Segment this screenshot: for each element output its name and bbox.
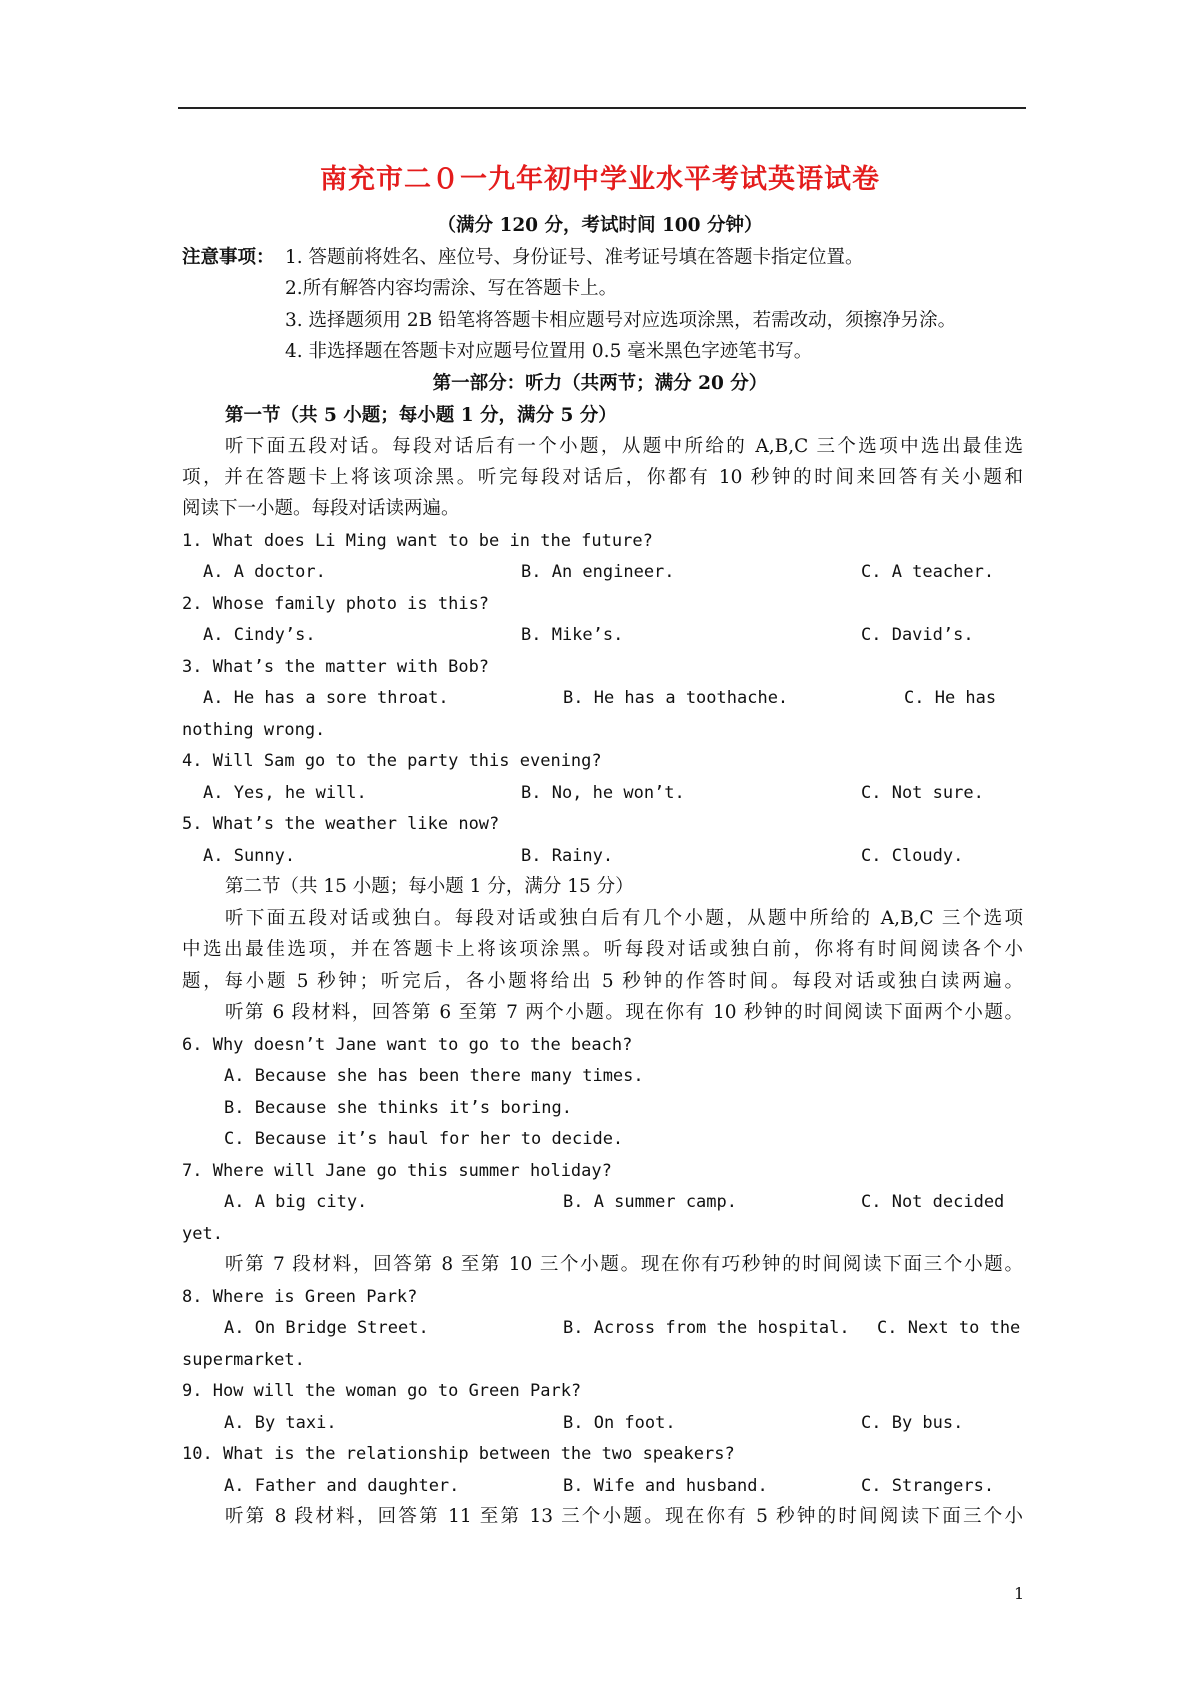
- section2-instructions: 听下面五段对话或独白。每段对话或独白后有几个小题，从题中所给的 A,B,C 三个选项: [225, 908, 1023, 929]
- page-number: 1: [1014, 1584, 1025, 1603]
- option-c: C. Not sure.: [861, 783, 984, 803]
- question-stem: 1. What does Li Ming want to be in the future?: [182, 531, 653, 551]
- option-b: B. Wife and husband.: [563, 1476, 768, 1496]
- option-a: A. Father and daughter.: [224, 1476, 460, 1496]
- note-item: 3. 选择题须用 2B 铅笔将答题卡相应题号对应选项涂黑，若需改动，须擦净另涂。: [285, 310, 957, 331]
- part1-heading: 第一部分：听力（共两节；满分 20 分）: [432, 373, 768, 394]
- option-a: A. Yes, he will.: [203, 783, 367, 803]
- question-stem: 2. Whose family photo is this?: [182, 594, 490, 614]
- option-c: C. By bus.: [861, 1413, 964, 1433]
- note-item: 1. 答题前将姓名、座位号、身份证号、准考证号填在答题卡指定位置。: [285, 247, 864, 268]
- exam-title: 南充市二０一九年初中学业水平考试英语试卷: [320, 164, 880, 195]
- option-c: C. Next to the: [877, 1318, 1021, 1338]
- option-b: B. Rainy.: [521, 846, 614, 866]
- option-b: B. An engineer.: [521, 562, 675, 582]
- section1-instructions: 阅读下一小题。每段对话读两遍。: [182, 498, 460, 519]
- section1-instructions: 听下面五段对话。每段对话后有一个小题，从题中所给的 A,B,C 三个选项中选出最佳选: [225, 436, 1023, 457]
- note-item: 2.所有解答内容均需涂、写在答题卡上。: [285, 278, 618, 299]
- question-stem: 10. What is the relationship between the two speakers?: [182, 1444, 735, 1464]
- option-b: B. He has a toothache.: [563, 688, 789, 708]
- question-stem: 6. Why doesn’t Jane want to go to the beach?: [182, 1035, 633, 1055]
- section1-heading: 第一节（共 5 小题；每小题 1 分，满分 5 分）: [225, 405, 617, 426]
- option-b: B. Because she thinks it’s boring.: [224, 1098, 572, 1118]
- option-a: A. By taxi.: [224, 1413, 337, 1433]
- option-b: B. Mike’s.: [521, 625, 624, 645]
- section2-heading: 第二节（共 15 小题；每小题 1 分，满分 15 分）: [225, 876, 634, 897]
- question-stem: 4. Will Sam go to the party this evening?: [182, 751, 602, 771]
- question-stem: 5. What’s the weather like now?: [182, 814, 500, 834]
- section2-instructions: 中选出最佳选项，并在答题卡上将该项涂黑。听每段对话或独白前，你将有时间阅读各个小: [182, 939, 1023, 960]
- question-stem: 8. Where is Green Park?: [182, 1287, 418, 1307]
- option-b: B. No, he won’t.: [521, 783, 685, 803]
- option-c-continued: nothing wrong.: [182, 720, 326, 740]
- option-c: C. David’s.: [861, 625, 974, 645]
- option-c: C. A teacher.: [861, 562, 995, 582]
- option-c: C. Because it’s haul for her to decide.: [224, 1129, 624, 1149]
- material-7-instruction: 听第 7 段材料，回答第 8 至第 10 三个小题。现在你有巧秒钟的时间阅读下面三个小题。: [225, 1254, 1023, 1275]
- question-stem: 9. How will the woman go to Green Park?: [182, 1381, 582, 1401]
- section2-instructions: 题，每小题 5 秒钟；听完后，各小题将给出 5 秒钟的作答时间。每段对话或独白读两遍。: [182, 971, 1023, 992]
- option-c: C. Cloudy.: [861, 846, 964, 866]
- question-stem: 3. What’s the matter with Bob?: [182, 657, 490, 677]
- option-b: B. A summer camp.: [563, 1192, 737, 1212]
- material-6-instruction: 听第 6 段材料，回答第 6 至第 7 两个小题。现在你有 10 秒钟的时间阅读下面两个小题。: [225, 1002, 1023, 1023]
- option-a: A. He has a sore throat.: [203, 688, 449, 708]
- option-a: A. On Bridge Street.: [224, 1318, 429, 1338]
- header-rule: [178, 107, 1026, 109]
- option-a: A. Because she has been there many times.: [224, 1066, 644, 1086]
- option-c: C. Strangers.: [861, 1476, 995, 1496]
- option-a: A. Cindy’s.: [203, 625, 316, 645]
- option-c-continued: yet.: [182, 1224, 223, 1244]
- option-a: A. A doctor.: [203, 562, 326, 582]
- option-c: C. Not decided: [861, 1192, 1005, 1212]
- section1-instructions: 项，并在答题卡上将该项涂黑。听完每段对话后，你都有 10 秒钟的时间来回答有关小题和: [182, 467, 1023, 488]
- note-item: 4. 非选择题在答题卡对应题号位置用 0.5 毫米黑色字迹笔书写。: [285, 341, 813, 362]
- material-8-instruction: 听第 8 段材料，回答第 11 至第 13 三个小题。现在你有 5 秒钟的时间阅读下面三个小: [225, 1506, 1023, 1527]
- option-a: A. A big city.: [224, 1192, 368, 1212]
- option-c-continued: supermarket.: [182, 1350, 305, 1370]
- option-b: B. Across from the hospital.: [563, 1318, 850, 1338]
- option-b: B. On foot.: [563, 1413, 676, 1433]
- option-a: A. Sunny.: [203, 846, 296, 866]
- option-c: C. He has: [904, 688, 997, 708]
- exam-subtitle: （满分 120 分，考试时间 100 分钟）: [437, 215, 763, 236]
- question-stem: 7. Where will Jane go this summer holiday?: [182, 1161, 612, 1181]
- notes-label: 注意事项：: [182, 247, 275, 268]
